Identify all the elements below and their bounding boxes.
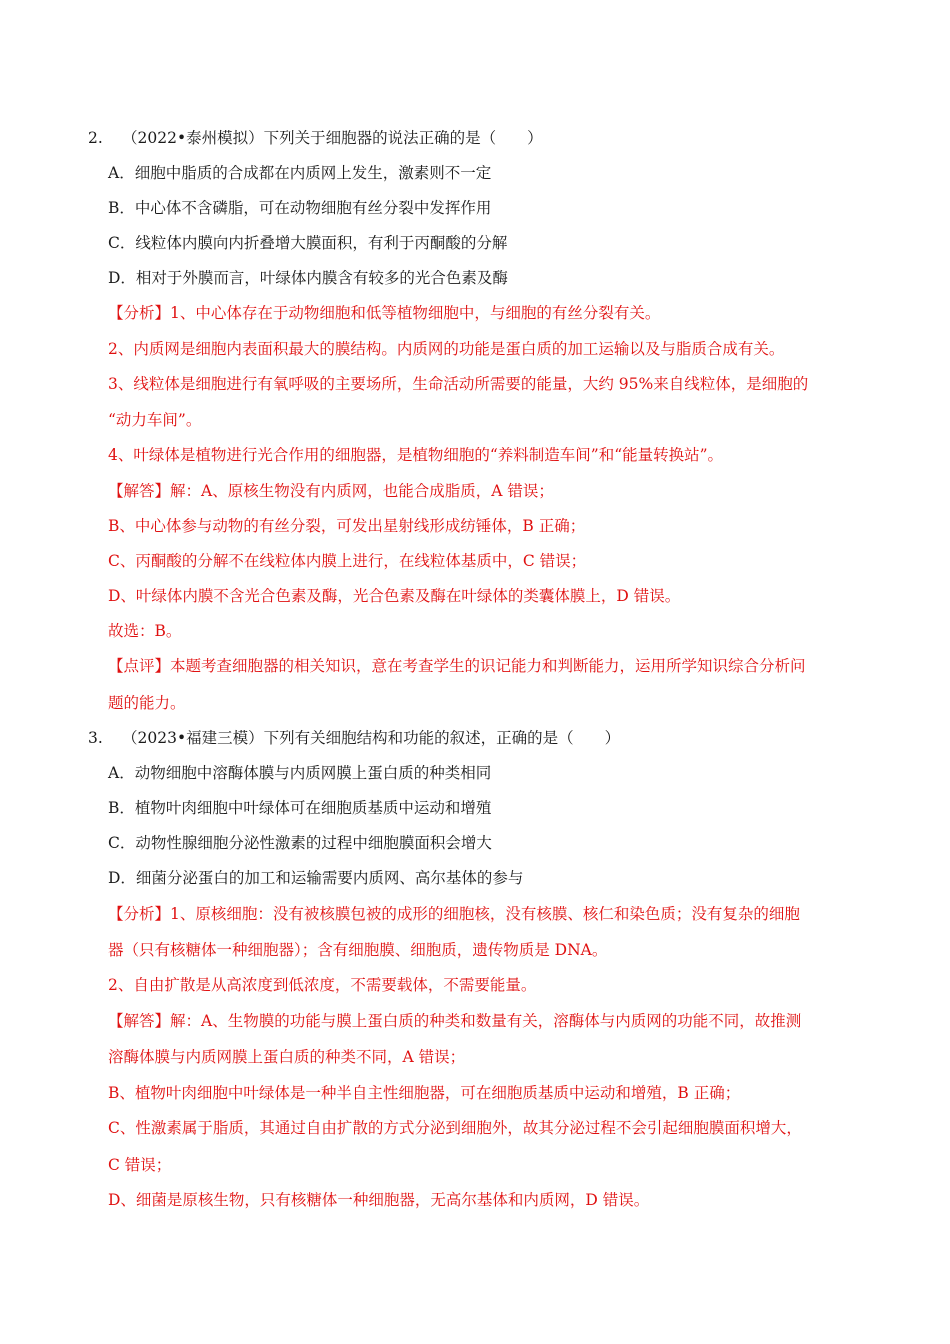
option-a: A．细胞中脂质的合成都在内质网上发生，激素则不一定 (108, 164, 492, 182)
question-number: 2. (88, 129, 103, 147)
option-d: D．相对于外膜而言，叶绿体内膜含有较多的光合色素及酶 (108, 269, 508, 287)
answer-line: 溶酶体膜与内质网膜上蛋白质的种类不同，A 错误； (108, 1048, 466, 1066)
analysis-line: 3、线粒体是细胞进行有氧呼吸的主要场所，生命活动所需要的能量，大约 95%来自线粒体，是细胞的 (108, 375, 809, 393)
answer-line: C 错误； (108, 1156, 172, 1174)
answer-line: 【解答】解：A、生物膜的功能与膜上蛋白质的种类和数量有关，溶酶体与内质网的功能不同，故推测 (108, 1012, 802, 1030)
option-c: C．动物性腺细胞分泌性激素的过程中细胞膜面积会增大 (108, 834, 492, 852)
choice-line: 故选：B。 (108, 622, 182, 640)
option-d: D．细菌分泌蛋白的加工和运输需要内质网、高尔基体的参与 (108, 869, 524, 887)
analysis-line: 2、自由扩散是从高浓度到低浓度，不需要载体，不需要能量。 (108, 976, 537, 994)
analysis-line: 4、叶绿体是植物进行光合作用的细胞器，是植物细胞的“养料制造车间”和“能量转换站”。 (108, 446, 724, 464)
analysis-line: 【分析】1、中心体存在于动物细胞和低等植物细胞中，与细胞的有丝分裂有关。 (108, 304, 661, 322)
question-number: 3. (88, 729, 103, 747)
analysis-line: 2、内质网是细胞内表面积最大的膜结构。内质网的功能是蛋白质的加工运输以及与脂质合成有关。 (108, 340, 785, 358)
question-stem: （2022•泰州模拟）下列关于细胞器的说法正确的是（ ） (122, 129, 543, 147)
comment-line: 题的能力。 (108, 694, 186, 712)
analysis-line: 【分析】1、原核细胞：没有被核膜包被的成形的细胞核，没有核膜、核仁和染色质；没有复杂的细胞 (108, 905, 800, 923)
answer-line: C、丙酮酸的分解不在线粒体内膜上进行，在线粒体基质中，C 错误； (108, 552, 587, 570)
analysis-line: 器（只有核糖体一种细胞器）；含有细胞膜、细胞质，遗传物质是 DNA。 (108, 941, 608, 959)
answer-line: B、中心体参与动物的有丝分裂，可发出星射线形成纺锤体，B 正确； (108, 517, 586, 535)
option-c: C．线粒体内膜向内折叠增大膜面积，有利于丙酮酸的分解 (108, 234, 508, 252)
option-b: B．中心体不含磷脂，可在动物细胞有丝分裂中发挥作用 (108, 199, 492, 217)
option-a: A．动物细胞中溶酶体膜与内质网膜上蛋白质的种类相同 (108, 764, 492, 782)
answer-line: D、细菌是原核生物，只有核糖体一种细胞器，无高尔基体和内质网，D 错误。 (108, 1191, 650, 1209)
option-b: B．植物叶肉细胞中叶绿体可在细胞质基质中运动和增殖 (108, 799, 492, 817)
analysis-line: “动力车间”。 (108, 411, 202, 429)
comment-line: 【点评】本题考查细胞器的相关知识，意在考查学生的识记能力和判断能力，运用所学知识综合分析问 (108, 657, 806, 675)
answer-line: 【解答】解：A、原核生物没有内质网，也能合成脂质，A 错误； (108, 482, 554, 500)
answer-line: B、植物叶肉细胞中叶绿体是一种半自主性细胞器，可在细胞质基质中运动和增殖，B 正确； (108, 1084, 741, 1102)
answer-line: C、性激素属于脂质，其通过自由扩散的方式分泌到细胞外，故其分泌过程不会引起细胞膜面积增大， (108, 1119, 802, 1137)
answer-line: D、叶绿体内膜不含光合色素及酶，光合色素及酶在叶绿体的类囊体膜上，D 错误。 (108, 587, 681, 605)
question-stem: （2023•福建三模）下列有关细胞结构和功能的叙述，正确的是（ ） (122, 729, 621, 747)
